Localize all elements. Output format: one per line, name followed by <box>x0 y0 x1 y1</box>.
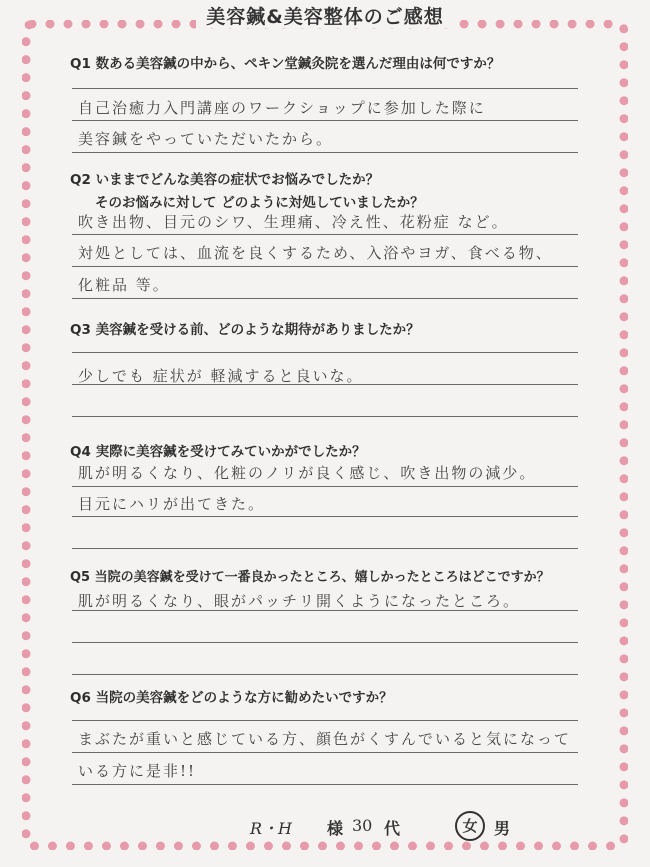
answer-1-line-2: 美容鍼をやっていただいたから。 <box>78 130 334 148</box>
answer-line <box>72 752 578 753</box>
answer-line <box>72 152 578 153</box>
answer-line <box>72 416 578 417</box>
answer-4-line-1: 肌が明るくなり、化粧のノリが良く感じ、吹き出物の減少。 <box>78 464 537 482</box>
gender-female-circled: 女 <box>455 811 485 841</box>
page-title: 美容鍼&美容整体のご感想 <box>0 2 650 29</box>
answer-line <box>72 720 578 721</box>
answer-line <box>72 516 578 517</box>
gender-male: 男 <box>494 819 511 838</box>
answer-line <box>72 266 578 267</box>
answer-line <box>72 384 578 385</box>
question-3: Q3 美容鍼を受ける前、どのような期待がありましたか？ <box>70 322 420 338</box>
question-6: Q6 当院の美容鍼をどのような方に勧めたいですか？ <box>70 690 393 706</box>
answer-line <box>72 88 578 89</box>
answer-5-line-1: 肌が明るくなり、眼がパッチリ開くようになったところ。 <box>78 592 521 610</box>
respondent-name: R・H <box>250 819 293 838</box>
answer-line <box>72 784 578 785</box>
question-5: Q5 当院の美容鍼を受けて一番良かったところ、嬉しかったところはどこですか？ <box>70 570 550 585</box>
answer-line <box>72 674 578 675</box>
age-suffix: 代 <box>384 819 401 838</box>
answer-line <box>72 234 578 235</box>
question-4: Q4 実際に美容鍼を受けてみていかがでしたか？ <box>70 444 366 460</box>
answer-2-line-3: 化粧品 等。 <box>78 276 170 294</box>
answer-line <box>72 548 578 549</box>
answer-line <box>72 610 578 611</box>
answer-1-line-1: 自己治癒力入門講座のワークショップに参加した際に <box>78 99 486 117</box>
answer-line <box>72 352 578 353</box>
answer-2-line-2: 対処としては、血流を良くするため、入浴やヨガ、食べる物、 <box>78 244 553 262</box>
question-2-sub: そのお悩みに対して どのように対処していましたか？ <box>95 195 424 211</box>
honorific: 様 <box>327 819 344 838</box>
answer-6-line-1: まぶたが重いと感じている方、顔色がくすんでいると気になって <box>78 730 572 748</box>
answer-line <box>72 298 578 299</box>
answer-line <box>72 120 578 121</box>
question-1: Q1 数ある美容鍼の中から、ペキン堂鍼灸院を選んだ理由は何ですか？ <box>70 56 501 72</box>
answer-line <box>72 486 578 487</box>
answer-3-line-1: 少しでも 症状が 軽減すると良いな。 <box>78 367 364 385</box>
age-value: 30 <box>352 816 373 835</box>
answer-4-line-2: 目元にハリが出てきた。 <box>78 495 266 513</box>
answer-line <box>72 642 578 643</box>
answer-6-line-2: いる方に是非!! <box>78 762 197 780</box>
question-2: Q2 いままでどんな美容の症状でお悩みでしたか？ そのお悩みに対して どのように対処していましたか？ <box>70 172 424 211</box>
answer-2-line-1: 吹き出物、目元のシワ、生理痛、冷え性、花粉症 など。 <box>78 213 509 231</box>
